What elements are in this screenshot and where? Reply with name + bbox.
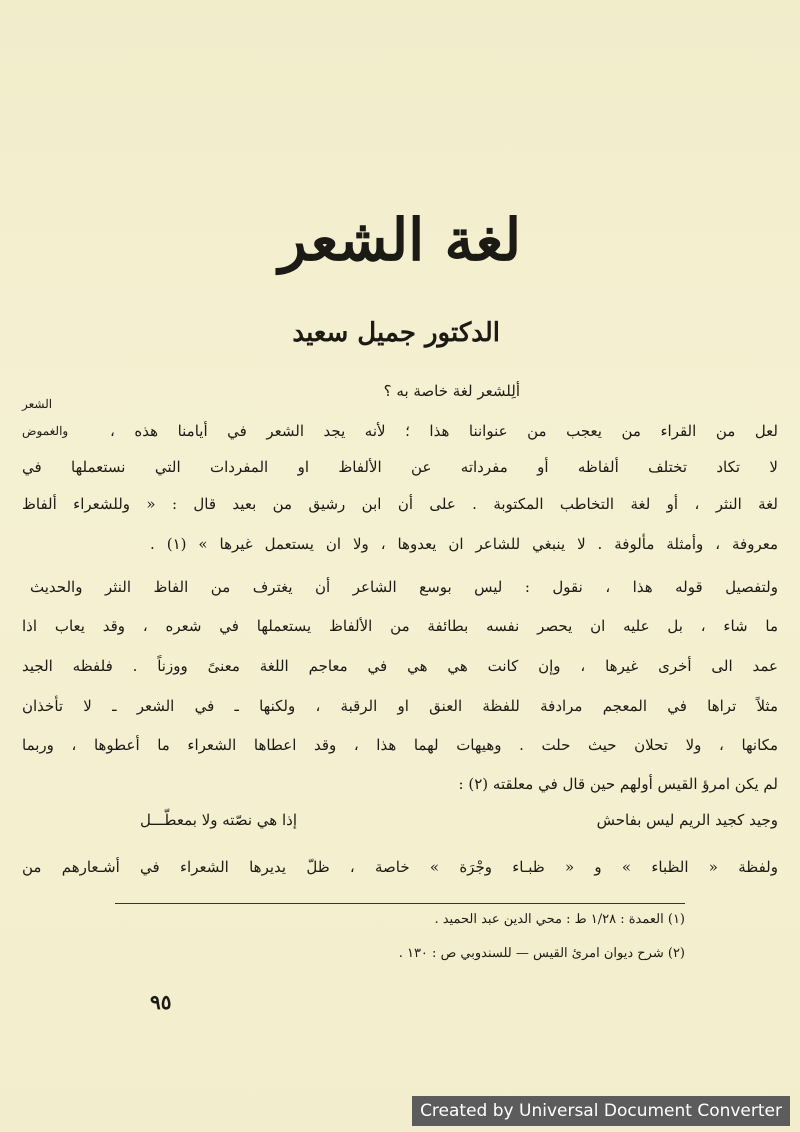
footnote-1: (١) العمدة : ١/٢٨ ط : محي الدين عبد الحميد .	[434, 912, 685, 927]
verse-first-hemistich: وجيد كجيد الريم ليس بفاحش	[596, 811, 778, 829]
footnote-2: (٢) شرح ديوان امرئ القيس — للسندوبي ص : ١٣٠ .	[398, 946, 685, 961]
paragraph-line: مكانها ، ولا تحلان حيث حلت . وهيهات لهما هذا ، وقد اعطاها الشعراء ما أعطوها ، وربما	[22, 736, 778, 754]
poem-verse	[140, 811, 778, 829]
paragraph-line: ولفظة « الظباء » و « ظبـاء وجْرَة » خاصة ، ظلّ يديرها الشعراء في أشـعارهم من	[22, 858, 778, 876]
margin-note-ambiguity: والغموض	[22, 424, 69, 438]
watermark-banner: Created by Universal Document Converter	[412, 1096, 790, 1126]
paragraph-line: معروفة ، وأمثلة مألوفة . لا ينبغي للشاعر ان يعدوها ، ولا ان يستعمل غيرها » (١) .	[150, 535, 779, 553]
paragraph-line: لا تكاد تختلف ألفاظه أو مفرداته عن الألفاظ او المفردات التي نستعملها في	[22, 458, 778, 476]
margin-note-poetry: الشعر	[22, 397, 53, 411]
author-name: الدكتور جميل سعيد	[292, 318, 500, 348]
verse-second-hemistich: إذا هي نصّته ولا بمعطّـــل	[140, 811, 297, 829]
footnote-divider	[115, 903, 685, 904]
paragraph-line: لم يكن امرؤ القيس أولهم حين قال في معلقته (٢) :	[458, 775, 778, 793]
paragraph-line: عمد الى أخرى غيرها ، وإن كانت هي هي في معاجم اللغة معنىً ووزناً . فلفظه الجيد	[22, 657, 778, 675]
paragraph-line: مثلاً تراها في المعجم مرادفة للفظة العنق او الرقبة ، ولكنها ـ في الشعر ـ لا تأخذان	[22, 697, 778, 715]
article-title: لغة الشعر	[278, 206, 522, 274]
paragraph-line: لغة النثر ، أو لغة التخاطب المكتوبة . على أن ابن رشيق من بعيد قال : « وللشعراء ألفاظ	[22, 495, 778, 513]
page-number: ٩٥	[150, 990, 172, 1014]
paragraph-line: ما شاء ، بل عليه ان يحصر نفسه بطائفة من الألفاظ يستعملها في شعره ، وقد يعاب اذا	[22, 617, 778, 635]
intro-question: ألِلشعر لغة خاصة به ؟	[383, 382, 520, 400]
paragraph-line: لعل من القراء من يعجب من عنواننا هذا ؛ لأنه يجد الشعر في أيامنا هذه ،	[110, 422, 778, 440]
paragraph-line: ولتفصيل قوله هذا ، نقول : ليس بوسع الشاعر أن يغترف من الفاظ النثر والحديث	[30, 578, 778, 596]
